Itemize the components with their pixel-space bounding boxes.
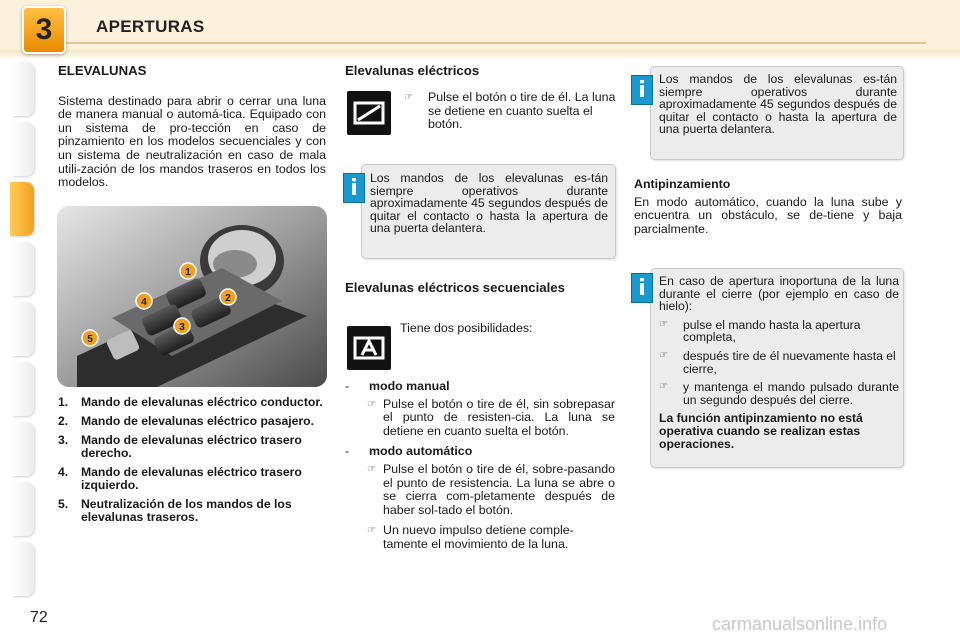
photo-label-3: 3	[179, 322, 185, 333]
photo-label-5: 5	[87, 334, 93, 345]
legend-block	[58, 396, 326, 530]
pointing-hand-icon: ☞	[659, 381, 668, 393]
left-column	[58, 64, 326, 190]
manual-mode-title: modo manual	[369, 379, 450, 393]
info-box-middle	[361, 164, 616, 259]
chapter-tab-9[interactable]	[12, 542, 34, 596]
chapter-badge[interactable]: 3	[22, 6, 66, 54]
info-bullet: ☞ después tire de él nuevamente hasta el cierre,	[659, 348, 896, 376]
auto-mode-bullet-1: ☞ Pulse el botón o tire de él, sobre-pasando el punto de resistencia. La luna se abre o se cierra com-pletamente después de haber sol-tado el botón.	[367, 461, 615, 517]
antipinzamiento-text: En modo automático, cuando la luna sube y encuentra un obstáculo, se de-tiene y baja parcialmente.	[634, 194, 902, 236]
info-bullet: ☞ y mantenga el mando pulsado durante un segundo después del cierre.	[659, 380, 899, 407]
possibilities-text: Tiene dos posibilidades:	[400, 321, 533, 335]
auto-mode-title-row: - modo automático	[345, 444, 473, 459]
info-bullet: ☞ pulse el mando hasta la apertura completa,	[659, 317, 861, 345]
heading-elevalunas-electricos-block	[345, 64, 615, 78]
auto-window-switch-icon	[347, 326, 391, 370]
photo-label-4: 4	[141, 297, 147, 308]
chapter-title: APERTURAS	[96, 17, 205, 36]
antipinzamiento-block	[634, 178, 902, 236]
info-box-right-bottom	[650, 268, 904, 468]
info-content	[659, 275, 899, 450]
pointing-hand-icon: ☞	[659, 349, 668, 361]
info-text-middle: Los mandos de los elevalunas es-tán siempre operativos durante aproximadamente 45 segundos después de quitar el contacto o hasta la apertura de una puerta delantera.	[370, 171, 608, 236]
legend-list	[58, 396, 326, 524]
pointing-hand-icon: ☞	[367, 398, 376, 410]
title-underline	[66, 42, 926, 44]
section-heading-secuenciales: Elevalunas eléctricos secuenciales	[345, 280, 565, 295]
legend-item: 5. Neutralización de los mandos de los elevalunas traseros.	[58, 497, 292, 524]
window-switch-icon	[347, 91, 391, 135]
manual-mode-title-row: - modo manual	[345, 379, 450, 393]
section-heading-elevalunas: ELEVALUNAS	[58, 63, 147, 78]
window-switch-photo	[57, 206, 327, 387]
chapter-tab-8[interactable]	[12, 482, 34, 536]
photo-label-1: 1	[185, 267, 191, 278]
pointing-hand-icon: ☞	[367, 463, 376, 475]
section-heading-elevalunas-electricos: Elevalunas eléctricos	[345, 63, 480, 78]
intro-paragraph: Sistema destinado para abrir o cerrar una luna de manera manual o automá-tica. Equipado con un sistema de pro-tección en caso de pinzamiento en los modelos secuenciales y con un sistema de neutralización en caso de mala utili-zación de los mandos traseros en todos los modelos.	[58, 93, 326, 190]
info-text-right-top: Los mandos de los elevalunas es-tán siempre operativos durante aproximadamente 45 segundos después de quitar el contacto o hasta la apertura de una puerta delantera.	[659, 72, 897, 137]
watermark: carmanualsonline.info	[712, 614, 888, 634]
modes-block	[345, 380, 617, 552]
legend-item: 2. Mando de elevalunas eléctrico pasajero.	[58, 414, 315, 428]
info-icon: i	[343, 173, 365, 203]
bullet-elevalunas: ☞ Pulse el botón o tire de él. La luna se detiene en cuanto suelta el botón.	[404, 90, 616, 132]
chapter-tab-5[interactable]	[12, 302, 34, 356]
chapter-tab-2[interactable]	[12, 122, 34, 176]
info-icon: i	[631, 75, 653, 105]
chapter-tab-7[interactable]	[12, 422, 34, 476]
legend-item: 1. Mando de elevalunas eléctrico conductor.	[58, 395, 323, 409]
info-icon: i	[631, 273, 653, 303]
legend-item: 4. Mando de elevalunas eléctrico trasero izquierdo.	[58, 465, 302, 492]
page-number: 72	[30, 609, 48, 626]
antipinzamiento-title: Antipinzamiento	[634, 177, 731, 191]
heading-secuenciales-block	[345, 281, 615, 295]
info-bold-note: La función antipinzamiento no está operativa cuando se realizan estas operaciones.	[659, 411, 863, 451]
legend-item: 3. Mando de elevalunas eléctrico trasero derecho.	[58, 433, 302, 460]
auto-mode-title: modo automático	[369, 444, 473, 459]
photo-label-2: 2	[225, 293, 231, 304]
info-intro: En caso de apertura inoportuna de la luna durante el cierre (por ejemplo en caso de hielo):	[659, 274, 899, 314]
info-box-right-top	[650, 66, 904, 160]
chapter-tab-6[interactable]	[12, 362, 34, 416]
manual-mode-bullet: ☞ Pulse el botón o tire de él, sin sobrepasar el punto de resisten-cia. La luna se detiene en cuanto suelta el botón.	[367, 396, 615, 438]
pointing-hand-icon: ☞	[367, 525, 376, 537]
chapter-tab-3-active[interactable]	[10, 182, 34, 236]
auto-mode-bullet-2: ☞ Un nuevo impulso detiene comple-tamente el movimiento de la luna.	[367, 523, 574, 551]
chapter-tab-4[interactable]	[12, 242, 34, 296]
pointing-hand-icon: ☞	[404, 92, 413, 103]
pointing-hand-icon: ☞	[659, 318, 668, 330]
chapter-tab-1[interactable]	[12, 62, 34, 116]
